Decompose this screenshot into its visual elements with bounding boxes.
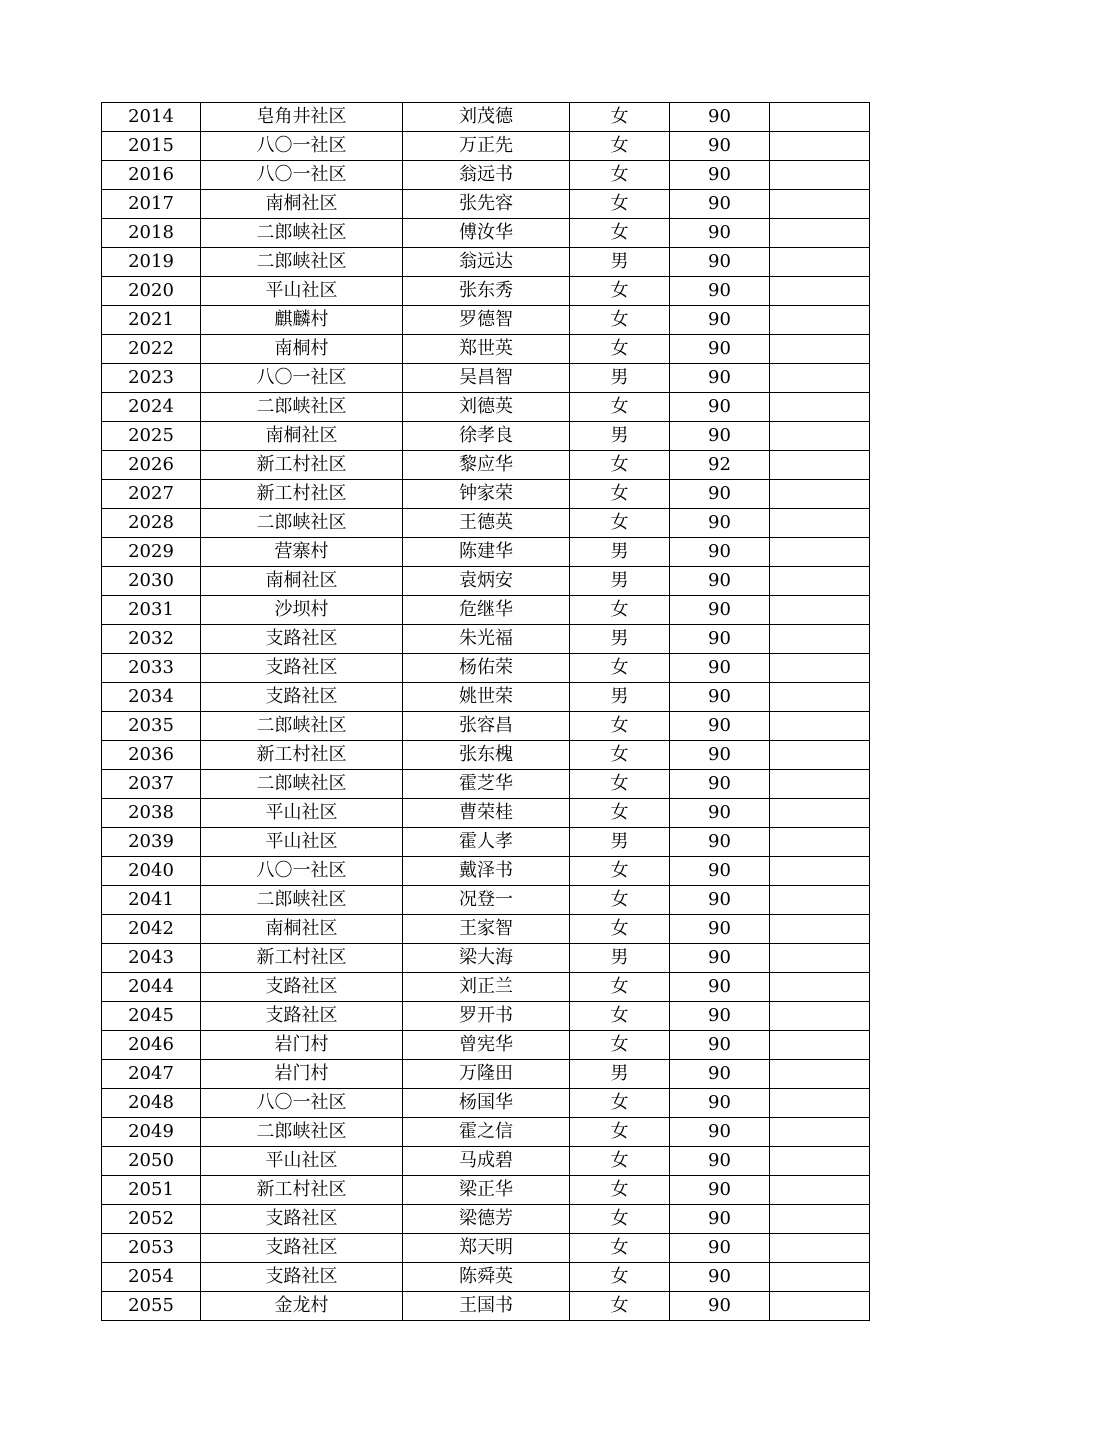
age-cell: 90 (670, 683, 770, 712)
age-cell: 90 (670, 712, 770, 741)
table-row (102, 1292, 870, 1321)
serial-number-cell: 2046 (102, 1031, 201, 1060)
name-cell: 梁正华 (403, 1176, 570, 1205)
serial-number-cell: 2034 (102, 683, 201, 712)
community-cell: 南桐社区 (201, 422, 403, 451)
community-cell: 八〇一社区 (201, 1089, 403, 1118)
gender-cell: 女 (570, 1234, 670, 1263)
age-cell: 90 (670, 799, 770, 828)
name-cell: 张容昌 (403, 712, 570, 741)
serial-number-cell: 2018 (102, 219, 201, 248)
community-cell: 新工村社区 (201, 480, 403, 509)
remark-cell (770, 1002, 870, 1031)
remark-cell (770, 1205, 870, 1234)
serial-number-cell: 2033 (102, 654, 201, 683)
gender-cell: 男 (570, 625, 670, 654)
remark-cell (770, 1031, 870, 1060)
gender-cell: 男 (570, 567, 670, 596)
age-cell: 90 (670, 567, 770, 596)
table-row (102, 741, 870, 770)
community-cell: 八〇一社区 (201, 132, 403, 161)
gender-cell: 男 (570, 248, 670, 277)
serial-number-cell: 2050 (102, 1147, 201, 1176)
table-row (102, 306, 870, 335)
community-cell: 平山社区 (201, 828, 403, 857)
serial-number-cell: 2038 (102, 799, 201, 828)
name-cell: 万隆田 (403, 1060, 570, 1089)
community-cell: 金龙村 (201, 1292, 403, 1321)
serial-number-cell: 2042 (102, 915, 201, 944)
table-row (102, 132, 870, 161)
community-cell: 支路社区 (201, 1263, 403, 1292)
age-cell: 90 (670, 335, 770, 364)
name-cell: 黎应华 (403, 451, 570, 480)
remark-cell (770, 828, 870, 857)
community-cell: 支路社区 (201, 625, 403, 654)
table-row (102, 161, 870, 190)
remark-cell (770, 886, 870, 915)
table-row (102, 683, 870, 712)
table-row (102, 770, 870, 799)
table-row (102, 915, 870, 944)
remark-cell (770, 567, 870, 596)
name-cell: 朱光福 (403, 625, 570, 654)
table-row (102, 886, 870, 915)
name-cell: 刘茂德 (403, 103, 570, 132)
remark-cell (770, 306, 870, 335)
table-row (102, 1205, 870, 1234)
gender-cell: 女 (570, 1031, 670, 1060)
community-cell: 平山社区 (201, 1147, 403, 1176)
community-cell: 支路社区 (201, 1002, 403, 1031)
name-cell: 马成碧 (403, 1147, 570, 1176)
age-cell: 90 (670, 248, 770, 277)
name-cell: 梁德芳 (403, 1205, 570, 1234)
serial-number-cell: 2029 (102, 538, 201, 567)
table-row (102, 248, 870, 277)
remark-cell (770, 451, 870, 480)
name-cell: 王家智 (403, 915, 570, 944)
table-row (102, 1002, 870, 1031)
name-cell: 陈舜英 (403, 1263, 570, 1292)
remark-cell (770, 509, 870, 538)
community-cell: 南桐社区 (201, 567, 403, 596)
serial-number-cell: 2027 (102, 480, 201, 509)
name-cell: 杨国华 (403, 1089, 570, 1118)
serial-number-cell: 2049 (102, 1118, 201, 1147)
community-cell: 二郎峡社区 (201, 248, 403, 277)
community-cell: 沙坝村 (201, 596, 403, 625)
age-cell: 90 (670, 1089, 770, 1118)
table-row (102, 335, 870, 364)
serial-number-cell: 2032 (102, 625, 201, 654)
community-cell: 岩门村 (201, 1060, 403, 1089)
remark-cell (770, 190, 870, 219)
gender-cell: 女 (570, 712, 670, 741)
name-cell: 徐孝良 (403, 422, 570, 451)
gender-cell: 女 (570, 596, 670, 625)
community-cell: 新工村社区 (201, 944, 403, 973)
table-row (102, 973, 870, 1002)
gender-cell: 女 (570, 1263, 670, 1292)
community-cell: 支路社区 (201, 654, 403, 683)
serial-number-cell: 2014 (102, 103, 201, 132)
age-cell: 90 (670, 364, 770, 393)
community-cell: 岩门村 (201, 1031, 403, 1060)
remark-cell (770, 277, 870, 306)
gender-cell: 女 (570, 799, 670, 828)
table-row (102, 1147, 870, 1176)
table-row (102, 654, 870, 683)
remark-cell (770, 335, 870, 364)
community-cell: 平山社区 (201, 799, 403, 828)
serial-number-cell: 2055 (102, 1292, 201, 1321)
gender-cell: 女 (570, 1002, 670, 1031)
gender-cell: 女 (570, 1292, 670, 1321)
community-cell: 二郎峡社区 (201, 219, 403, 248)
community-cell: 新工村社区 (201, 451, 403, 480)
community-cell: 南桐村 (201, 335, 403, 364)
gender-cell: 女 (570, 277, 670, 306)
table-row (102, 1234, 870, 1263)
gender-cell: 女 (570, 886, 670, 915)
gender-cell: 男 (570, 683, 670, 712)
age-cell: 90 (670, 422, 770, 451)
age-cell: 90 (670, 1002, 770, 1031)
serial-number-cell: 2037 (102, 770, 201, 799)
community-cell: 二郎峡社区 (201, 770, 403, 799)
remark-cell (770, 480, 870, 509)
serial-number-cell: 2024 (102, 393, 201, 422)
gender-cell: 女 (570, 219, 670, 248)
table-row (102, 277, 870, 306)
gender-cell: 女 (570, 451, 670, 480)
age-cell: 90 (670, 741, 770, 770)
name-cell: 霍芝华 (403, 770, 570, 799)
serial-number-cell: 2021 (102, 306, 201, 335)
table-row (102, 828, 870, 857)
gender-cell: 女 (570, 1118, 670, 1147)
table-row (102, 480, 870, 509)
serial-number-cell: 2025 (102, 422, 201, 451)
gender-cell: 女 (570, 1147, 670, 1176)
serial-number-cell: 2016 (102, 161, 201, 190)
age-cell: 90 (670, 219, 770, 248)
age-cell: 90 (670, 944, 770, 973)
serial-number-cell: 2035 (102, 712, 201, 741)
serial-number-cell: 2052 (102, 1205, 201, 1234)
table-row (102, 857, 870, 886)
name-cell: 翁远达 (403, 248, 570, 277)
age-cell: 90 (670, 973, 770, 1002)
remark-cell (770, 712, 870, 741)
remark-cell (770, 364, 870, 393)
gender-cell: 男 (570, 538, 670, 567)
serial-number-cell: 2015 (102, 132, 201, 161)
remark-cell (770, 1147, 870, 1176)
age-cell: 90 (670, 596, 770, 625)
remark-cell (770, 1292, 870, 1321)
table-row (102, 190, 870, 219)
community-cell: 八〇一社区 (201, 857, 403, 886)
gender-cell: 女 (570, 509, 670, 538)
age-cell: 90 (670, 1205, 770, 1234)
gender-cell: 女 (570, 335, 670, 364)
serial-number-cell: 2054 (102, 1263, 201, 1292)
remark-cell (770, 625, 870, 654)
community-cell: 二郎峡社区 (201, 1118, 403, 1147)
community-cell: 麒麟村 (201, 306, 403, 335)
table-row (102, 1176, 870, 1205)
serial-number-cell: 2040 (102, 857, 201, 886)
gender-cell: 男 (570, 828, 670, 857)
table-row (102, 451, 870, 480)
name-cell: 戴泽书 (403, 857, 570, 886)
gender-cell: 女 (570, 132, 670, 161)
age-cell: 90 (670, 828, 770, 857)
remark-cell (770, 1176, 870, 1205)
remark-cell (770, 1089, 870, 1118)
age-cell: 90 (670, 1234, 770, 1263)
serial-number-cell: 2044 (102, 973, 201, 1002)
age-cell: 90 (670, 1147, 770, 1176)
age-cell: 90 (670, 625, 770, 654)
name-cell: 刘正兰 (403, 973, 570, 1002)
name-cell: 梁大海 (403, 944, 570, 973)
gender-cell: 男 (570, 422, 670, 451)
age-cell: 90 (670, 161, 770, 190)
community-cell: 支路社区 (201, 683, 403, 712)
table-row (102, 422, 870, 451)
name-cell: 郑世英 (403, 335, 570, 364)
remark-cell (770, 944, 870, 973)
remark-cell (770, 538, 870, 567)
table-row (102, 799, 870, 828)
age-cell: 90 (670, 770, 770, 799)
community-cell: 八〇一社区 (201, 364, 403, 393)
age-cell: 90 (670, 306, 770, 335)
remark-cell (770, 248, 870, 277)
table-row (102, 509, 870, 538)
name-cell: 霍人孝 (403, 828, 570, 857)
name-cell: 霍之信 (403, 1118, 570, 1147)
age-cell: 90 (670, 509, 770, 538)
name-cell: 万正先 (403, 132, 570, 161)
name-cell: 曾宪华 (403, 1031, 570, 1060)
remark-cell (770, 393, 870, 422)
age-cell: 90 (670, 1176, 770, 1205)
remark-cell (770, 857, 870, 886)
remark-cell (770, 799, 870, 828)
gender-cell: 女 (570, 1176, 670, 1205)
name-cell: 钟家荣 (403, 480, 570, 509)
name-cell: 张东槐 (403, 741, 570, 770)
remark-cell (770, 654, 870, 683)
community-cell: 支路社区 (201, 1205, 403, 1234)
remark-cell (770, 1060, 870, 1089)
age-cell: 90 (670, 277, 770, 306)
age-cell: 90 (670, 1031, 770, 1060)
name-cell: 吴昌智 (403, 364, 570, 393)
name-cell: 危继华 (403, 596, 570, 625)
roster-table-body (102, 103, 870, 1321)
roster-table (101, 102, 870, 1321)
table-row (102, 596, 870, 625)
community-cell: 支路社区 (201, 973, 403, 1002)
remark-cell (770, 132, 870, 161)
table-row (102, 1263, 870, 1292)
age-cell: 90 (670, 1292, 770, 1321)
community-cell: 二郎峡社区 (201, 393, 403, 422)
serial-number-cell: 2041 (102, 886, 201, 915)
gender-cell: 女 (570, 1205, 670, 1234)
gender-cell: 男 (570, 944, 670, 973)
name-cell: 刘德英 (403, 393, 570, 422)
name-cell: 罗德智 (403, 306, 570, 335)
community-cell: 新工村社区 (201, 741, 403, 770)
community-cell: 新工村社区 (201, 1176, 403, 1205)
table-row (102, 1118, 870, 1147)
remark-cell (770, 219, 870, 248)
table-row (102, 364, 870, 393)
gender-cell: 女 (570, 306, 670, 335)
community-cell: 二郎峡社区 (201, 509, 403, 538)
remark-cell (770, 422, 870, 451)
gender-cell: 女 (570, 103, 670, 132)
remark-cell (770, 741, 870, 770)
gender-cell: 男 (570, 1060, 670, 1089)
serial-number-cell: 2053 (102, 1234, 201, 1263)
age-cell: 90 (670, 1060, 770, 1089)
gender-cell: 女 (570, 480, 670, 509)
remark-cell (770, 770, 870, 799)
age-cell: 90 (670, 886, 770, 915)
name-cell: 杨佑荣 (403, 654, 570, 683)
name-cell: 罗开书 (403, 1002, 570, 1031)
table-row (102, 944, 870, 973)
name-cell: 傅汝华 (403, 219, 570, 248)
community-cell: 营寨村 (201, 538, 403, 567)
name-cell: 翁远书 (403, 161, 570, 190)
gender-cell: 女 (570, 915, 670, 944)
age-cell: 92 (670, 451, 770, 480)
community-cell: 二郎峡社区 (201, 886, 403, 915)
serial-number-cell: 2031 (102, 596, 201, 625)
name-cell: 王国书 (403, 1292, 570, 1321)
serial-number-cell: 2036 (102, 741, 201, 770)
table-row (102, 625, 870, 654)
table-row (102, 219, 870, 248)
serial-number-cell: 2030 (102, 567, 201, 596)
serial-number-cell: 2039 (102, 828, 201, 857)
table-row (102, 712, 870, 741)
remark-cell (770, 1118, 870, 1147)
serial-number-cell: 2017 (102, 190, 201, 219)
age-cell: 90 (670, 393, 770, 422)
name-cell: 郑天明 (403, 1234, 570, 1263)
gender-cell: 女 (570, 741, 670, 770)
gender-cell: 女 (570, 161, 670, 190)
community-cell: 南桐社区 (201, 915, 403, 944)
name-cell: 张东秀 (403, 277, 570, 306)
remark-cell (770, 915, 870, 944)
age-cell: 90 (670, 132, 770, 161)
gender-cell: 女 (570, 973, 670, 1002)
serial-number-cell: 2020 (102, 277, 201, 306)
community-cell: 平山社区 (201, 277, 403, 306)
age-cell: 90 (670, 480, 770, 509)
remark-cell (770, 161, 870, 190)
serial-number-cell: 2022 (102, 335, 201, 364)
name-cell: 张先容 (403, 190, 570, 219)
community-cell: 八〇一社区 (201, 161, 403, 190)
age-cell: 90 (670, 1118, 770, 1147)
table-row (102, 1031, 870, 1060)
gender-cell: 女 (570, 393, 670, 422)
remark-cell (770, 103, 870, 132)
community-cell: 南桐社区 (201, 190, 403, 219)
age-cell: 90 (670, 915, 770, 944)
table-row (102, 538, 870, 567)
name-cell: 袁炳安 (403, 567, 570, 596)
gender-cell: 女 (570, 1089, 670, 1118)
serial-number-cell: 2028 (102, 509, 201, 538)
remark-cell (770, 683, 870, 712)
table-row (102, 1089, 870, 1118)
age-cell: 90 (670, 190, 770, 219)
gender-cell: 男 (570, 364, 670, 393)
serial-number-cell: 2043 (102, 944, 201, 973)
remark-cell (770, 1263, 870, 1292)
community-cell: 支路社区 (201, 1234, 403, 1263)
serial-number-cell: 2051 (102, 1176, 201, 1205)
remark-cell (770, 1234, 870, 1263)
serial-number-cell: 2026 (102, 451, 201, 480)
name-cell: 曹荣桂 (403, 799, 570, 828)
age-cell: 90 (670, 103, 770, 132)
table-row (102, 1060, 870, 1089)
serial-number-cell: 2045 (102, 1002, 201, 1031)
remark-cell (770, 973, 870, 1002)
age-cell: 90 (670, 1263, 770, 1292)
name-cell: 况登一 (403, 886, 570, 915)
serial-number-cell: 2023 (102, 364, 201, 393)
serial-number-cell: 2019 (102, 248, 201, 277)
gender-cell: 女 (570, 857, 670, 886)
age-cell: 90 (670, 654, 770, 683)
name-cell: 姚世荣 (403, 683, 570, 712)
serial-number-cell: 2048 (102, 1089, 201, 1118)
gender-cell: 女 (570, 770, 670, 799)
age-cell: 90 (670, 538, 770, 567)
serial-number-cell: 2047 (102, 1060, 201, 1089)
remark-cell (770, 596, 870, 625)
community-cell: 皂角井社区 (201, 103, 403, 132)
community-cell: 二郎峡社区 (201, 712, 403, 741)
age-cell: 90 (670, 857, 770, 886)
table-row (102, 567, 870, 596)
table-row (102, 103, 870, 132)
gender-cell: 女 (570, 190, 670, 219)
gender-cell: 女 (570, 654, 670, 683)
name-cell: 王德英 (403, 509, 570, 538)
name-cell: 陈建华 (403, 538, 570, 567)
table-row (102, 393, 870, 422)
